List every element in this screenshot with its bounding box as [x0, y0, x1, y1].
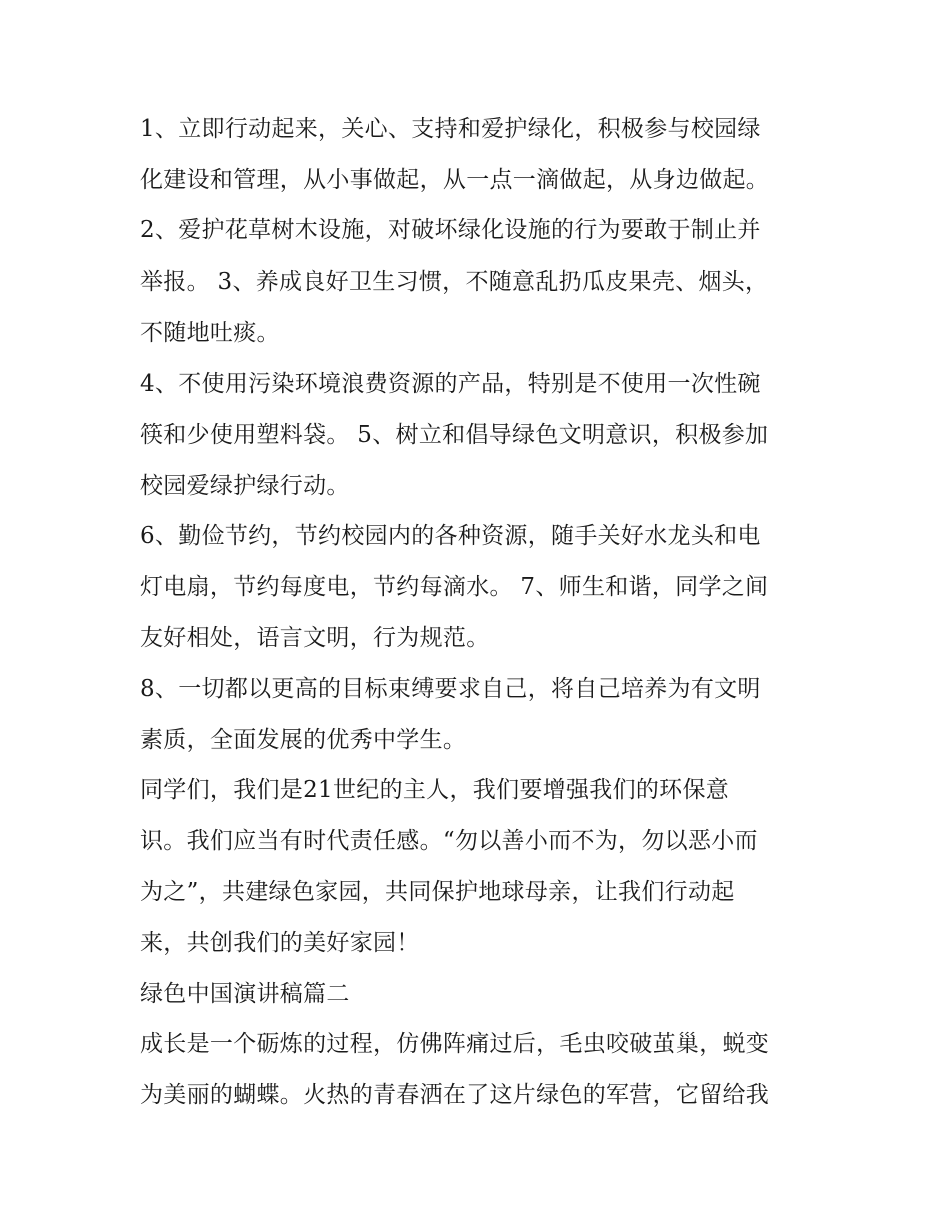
text-line: 同学们，我们是21世纪的主人，我们要增强我们的环保意	[140, 777, 730, 803]
text-line: 8、一切都以更高的目标束缚要求自己，将自己培养为有文明	[140, 676, 761, 702]
text-line: 来，共创我们的美好家园！	[140, 930, 420, 956]
text-line: 4、不使用污染环境浪费资源的产品，特别是不使用一次性碗	[140, 371, 761, 397]
text-line: 1、立即行动起来，关心、支持和爱护绿化，积极参与校园绿	[140, 116, 761, 142]
text-line: 识。我们应当有时代责任感。“勿以善小而不为，勿以恶小而	[140, 828, 758, 854]
text-line: 不随地吐痰。	[140, 320, 280, 346]
text-line: 友好相处，语言文明，行为规范。	[140, 625, 490, 651]
text-line: 灯电扇，节约每度电，节约每滴水。 7、师生和谐，同学之间	[140, 574, 769, 600]
text-line: 2、爱护花草树木设施，对破坏绿化设施的行为要敢于制止并	[140, 217, 761, 243]
text-line: 举报。 3、养成良好卫生习惯，不随意乱扔瓜皮果壳、烟头，	[140, 269, 769, 295]
text-line: 化建设和管理，从小事做起，从一点一滴做起，从身边做起。	[140, 167, 770, 193]
text-line: 为美丽的蝴蝶。火热的青春洒在了这片绿色的军营，它留给我	[140, 1082, 770, 1108]
text-line: 素质，全面发展的优秀中学生。	[140, 727, 467, 753]
text-line: 6、勤俭节约，节约校园内的各种资源，随手关好水龙头和电	[140, 523, 761, 549]
section-heading: 绿色中国演讲稿篇二	[140, 981, 350, 1007]
text-line: 筷和少使用塑料袋。 5、树立和倡导绿色文明意识，积极参加	[140, 422, 769, 448]
text-line: 为之”，共建绿色家园，共同保护地球母亲，让我们行动起	[140, 879, 735, 905]
text-line: 校园爱绿护绿行动。	[140, 473, 350, 499]
text-line: 成长是一个砺炼的过程，仿佛阵痛过后，毛虫咬破茧巢，蜕变	[140, 1031, 770, 1057]
